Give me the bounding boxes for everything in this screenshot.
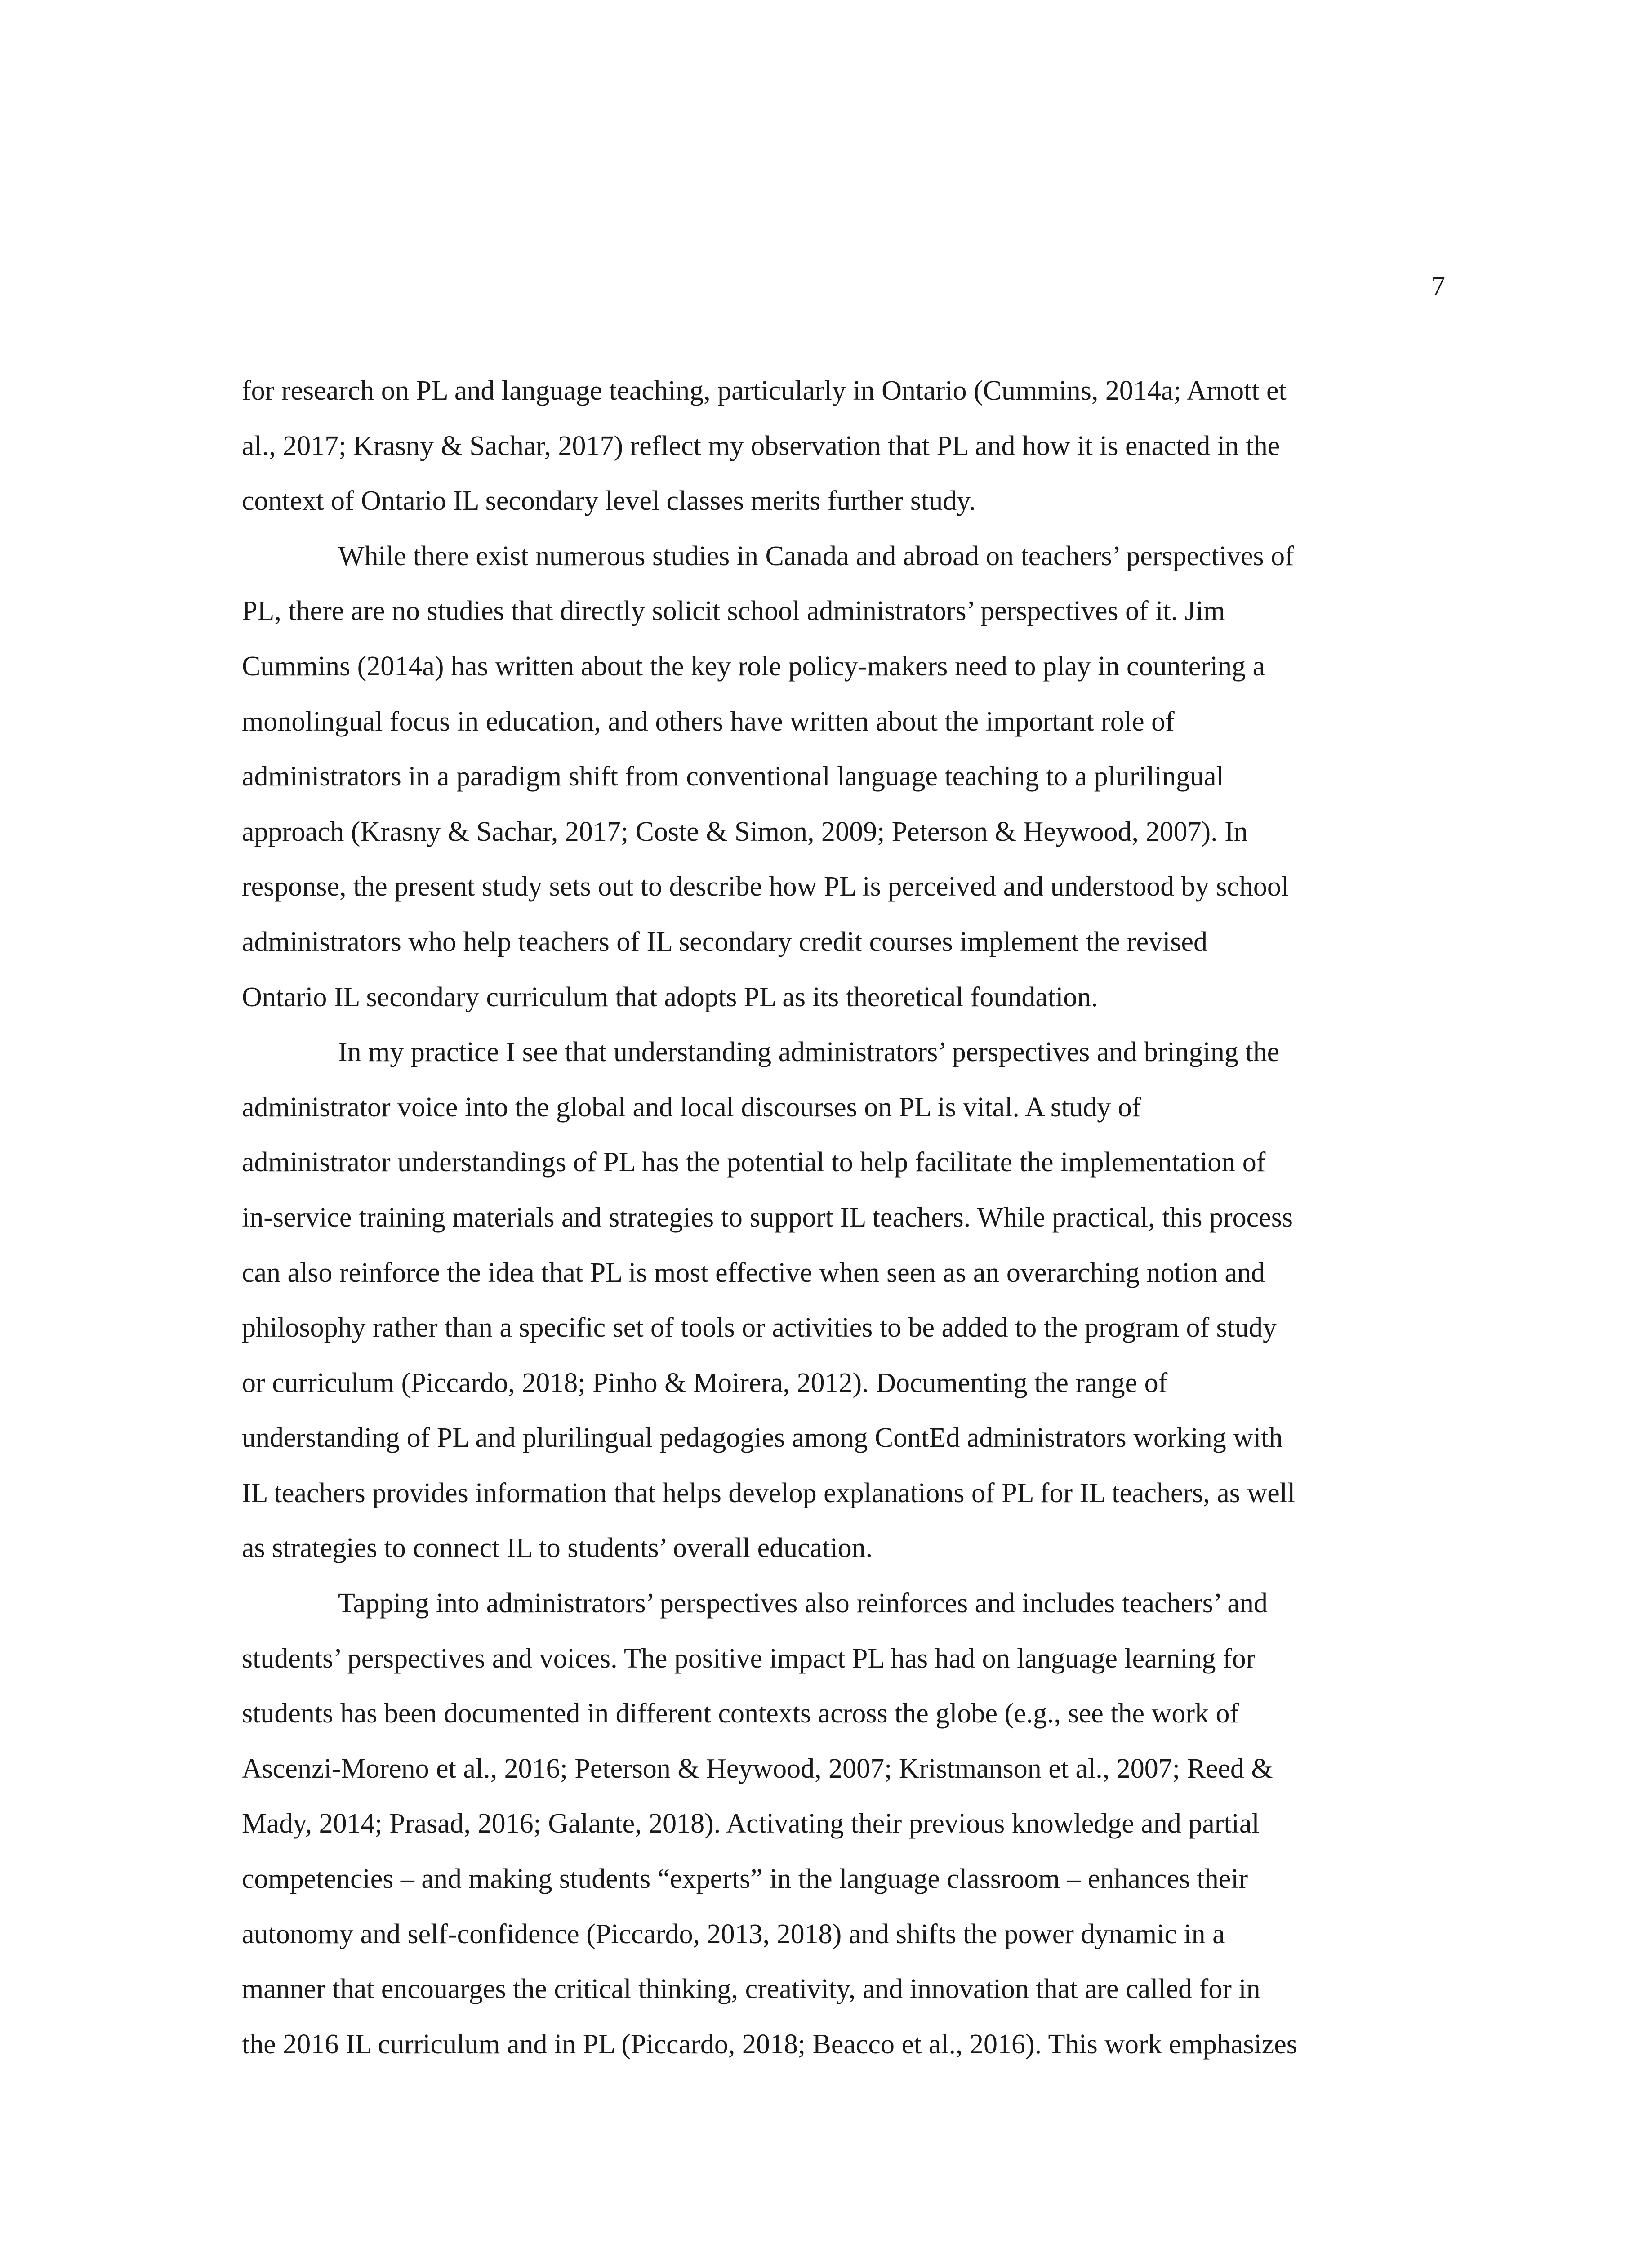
text-line: administrators in a paradigm shift from conventional language teaching to a plurilingual	[242, 761, 1224, 792]
text-line: in-service training materials and strategies to support IL teachers. While practical, this process	[242, 1202, 1293, 1233]
text-line: Ascenzi-Moreno et al., 2016; Peterson & Heywood, 2007; Kristmanson et al., 2007; Reed &	[242, 1753, 1273, 1784]
text-line: IL teachers provides information that helps develop explanations of PL for IL teachers, as well	[242, 1477, 1296, 1508]
text-line: al., 2017; Krasny & Sachar, 2017) reflect my observation that PL and how it is enacted in the	[242, 430, 1280, 461]
paragraph-1	[242, 363, 1463, 529]
text-line: context of Ontario IL secondary level classes merits further study.	[242, 486, 976, 517]
text-line: for research on PL and language teaching, particularly in Ontario (Cummins, 2014a; Arnott et	[242, 375, 1287, 406]
paragraph-3	[242, 1025, 1463, 1576]
text-line: can also reinforce the idea that PL is most effective when seen as an overarching notion and	[242, 1257, 1265, 1288]
text-line: or curriculum (Piccardo, 2018; Pinho & Moirera, 2012). Documenting the range of	[242, 1367, 1168, 1398]
text-line: Tapping into administrators’ perspectives also reinforces and includes teachers’ and	[338, 1588, 1268, 1619]
text-line: approach (Krasny & Sachar, 2017; Coste & Simon, 2009; Peterson & Heywood, 2007). In	[242, 816, 1248, 847]
body-text	[242, 363, 1463, 2072]
text-line: In my practice I see that understanding administrators’ perspectives and bringing the	[338, 1037, 1280, 1068]
text-line: Ontario IL secondary curriculum that adopts PL as its theoretical foundation.	[242, 981, 1098, 1012]
text-line: Cummins (2014a) has written about the key role policy-makers need to play in countering a	[242, 651, 1265, 682]
text-line: autonomy and self-confidence (Piccardo, 2013, 2018) and shifts the power dynamic in a	[242, 1918, 1225, 1949]
text-line: Mady, 2014; Prasad, 2016; Galante, 2018). Activating their previous knowledge and partial	[242, 1808, 1260, 1839]
text-line: PL, there are no studies that directly solicit school administrators’ perspectives of it. Jim	[242, 596, 1225, 627]
text-line: as strategies to connect IL to students’ overall education.	[242, 1533, 873, 1564]
paragraph-2	[242, 529, 1463, 1025]
text-line: competencies – and making students “experts” in the language classroom – enhances their	[242, 1864, 1248, 1895]
text-line: administrator voice into the global and local discourses on PL is vital. A study of	[242, 1092, 1141, 1123]
text-line: the 2016 IL curriculum and in PL (Piccardo, 2018; Beacco et al., 2016). This work emphasizes	[242, 2029, 1297, 2060]
text-line: philosophy rather than a specific set of tools or activities to be added to the program of study	[242, 1312, 1277, 1343]
text-line: understanding of PL and plurilingual pedagogies among ContEd administrators working with	[242, 1423, 1283, 1454]
text-line: monolingual focus in education, and others have written about the important role of	[242, 706, 1175, 737]
paragraph-4	[242, 1576, 1463, 2072]
text-line: students’ perspectives and voices. The positive impact PL has had on language learning for	[242, 1643, 1256, 1674]
text-line: manner that encouarges the critical thinking, creativity, and innovation that are called for in	[242, 1974, 1260, 2005]
text-line: administrator understandings of PL has the potential to help facilitate the implementation of	[242, 1147, 1266, 1178]
text-line: While there exist numerous studies in Canada and abroad on teachers’ perspectives of	[338, 540, 1294, 571]
text-line: response, the present study sets out to describe how PL is perceived and understood by school	[242, 871, 1289, 902]
text-line: administrators who help teachers of IL secondary credit courses implement the revised	[242, 926, 1208, 957]
text-line: students has been documented in different contexts across the globe (e.g., see the work of	[242, 1698, 1239, 1729]
page-number: 7	[1431, 271, 1445, 302]
